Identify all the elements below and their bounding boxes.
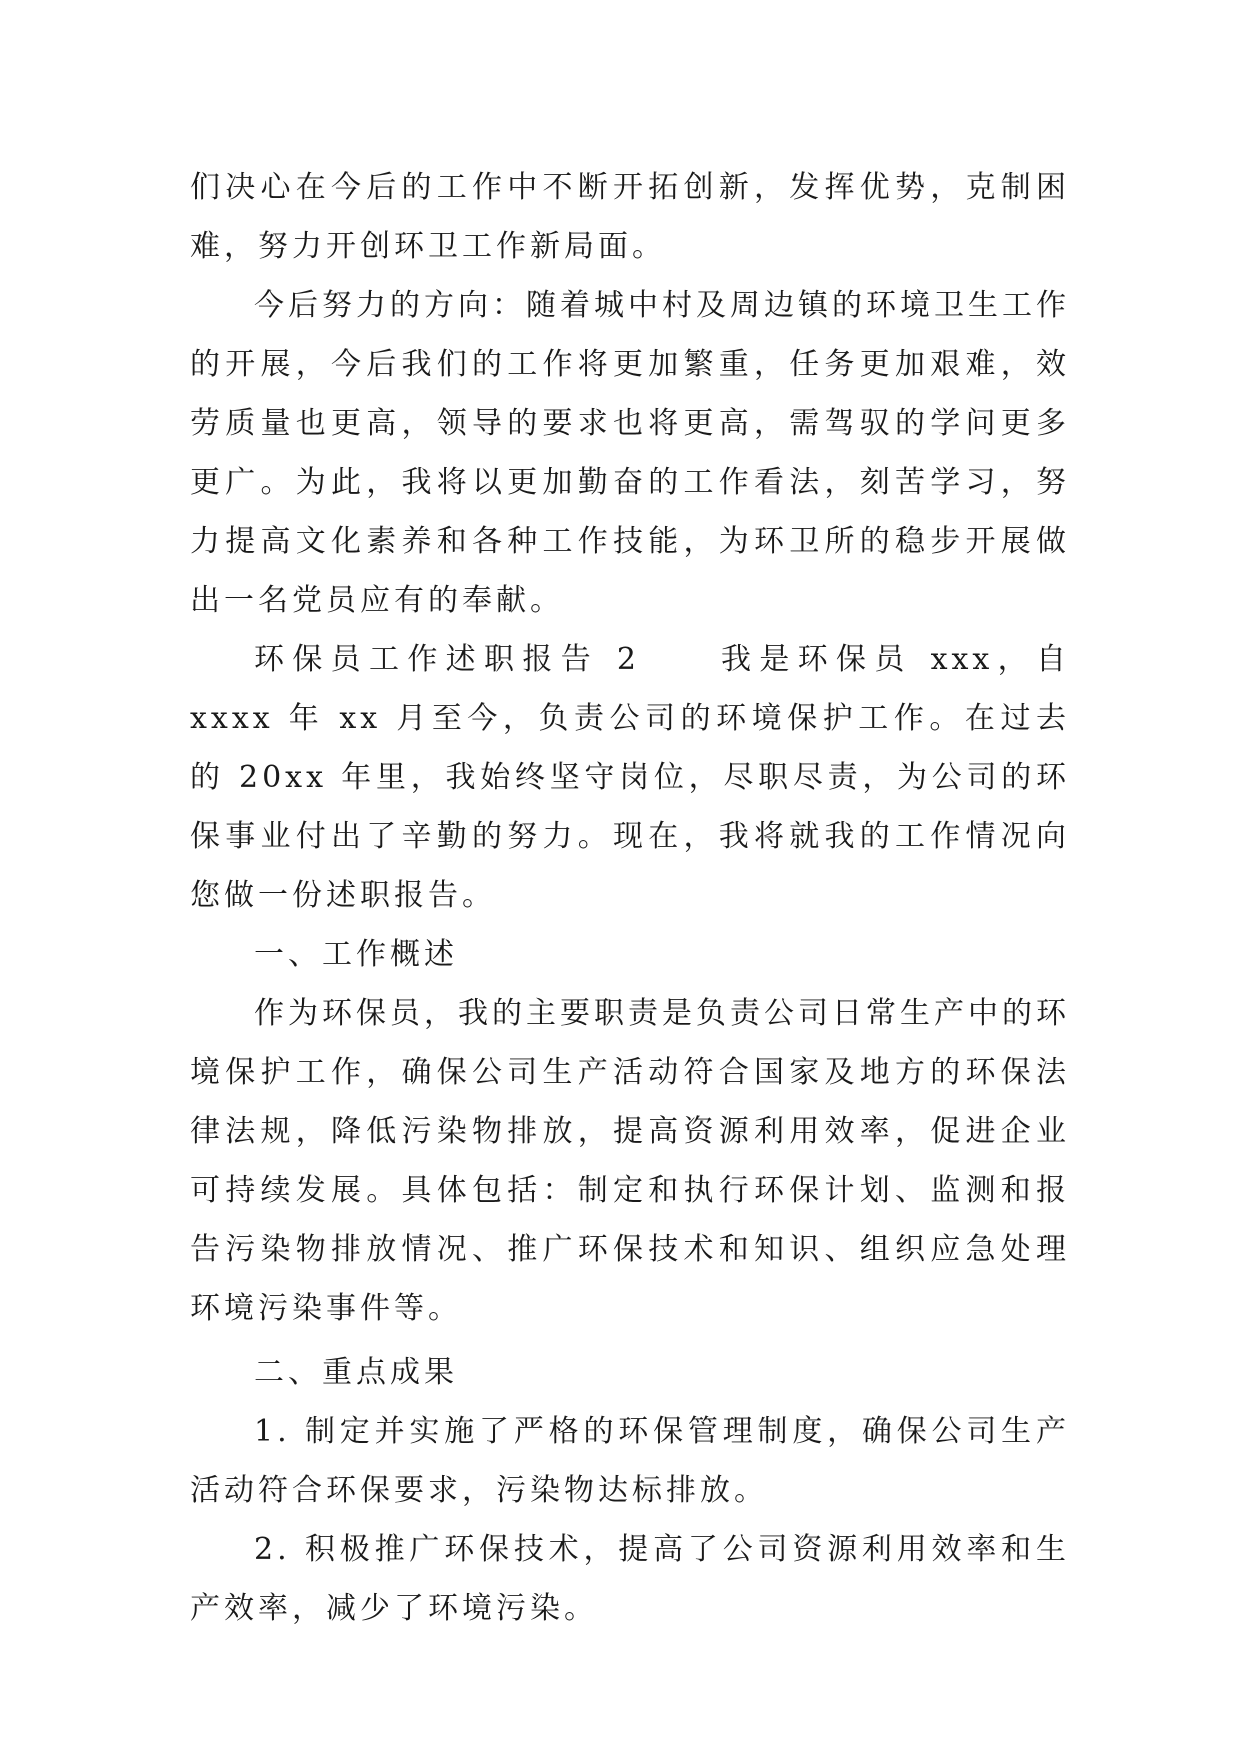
paragraph-future-direction: 今后努力的方向：随着城中村及周边镇的环境卫生工作的开展，今后我们的工作将更加繁重，任务更加艰难，效劳质量也更高，领导的要求也将更高，需驾驭的学问更多更广。为此，我将以更加勤奋的工作看法，刻苦学习，努力提高文化素养和各种工作技能，为环卫所的稳步开展做出一名党员应有的奉献。 bbox=[190, 288, 1070, 618]
section-heading-key-results: 二、重点成果 bbox=[254, 1355, 458, 1390]
paragraph-work-overview: 作为环保员，我的主要职责是负责公司日常生产中的环境保护工作，确保公司生产活动符合国家及地方的环保法律法规，降低污染物排放，提高资源利用效率，促进企业可持续发展。具体包括：制定和执行环保计划、监测和报告污染物排放情况、推广环保技术和知识、组织应急处理环境污染事件等。 bbox=[190, 996, 1070, 1326]
document-body bbox=[190, 158, 1070, 1638]
paragraph-report-2-intro: 环保员工作述职报告 2 我是环保员 xxx，自 xxxx 年 xx 月至今，负责公司的环境保护工作。在过去的 20xx 年里，我始终坚守岗位，尽职尽责，为公司的环保事业付出了辛勤的努力。现在，我将就我的工作情况向您做一份述职报告。 bbox=[190, 642, 1070, 913]
list-item-result-1: 1. 制定并实施了严格的环保管理制度，确保公司生产活动符合环保要求，污染物达标排放。 bbox=[190, 1414, 1070, 1508]
list-item-result-2: 2. 积极推广环保技术，提高了公司资源利用效率和生产效率，减少了环境污染。 bbox=[190, 1532, 1070, 1626]
paragraph-continuation: 们决心在今后的工作中不断开拓创新，发挥优势，克制困难，努力开创环卫工作新局面。 bbox=[190, 170, 1070, 264]
section-heading-work-overview: 一、工作概述 bbox=[254, 937, 458, 972]
